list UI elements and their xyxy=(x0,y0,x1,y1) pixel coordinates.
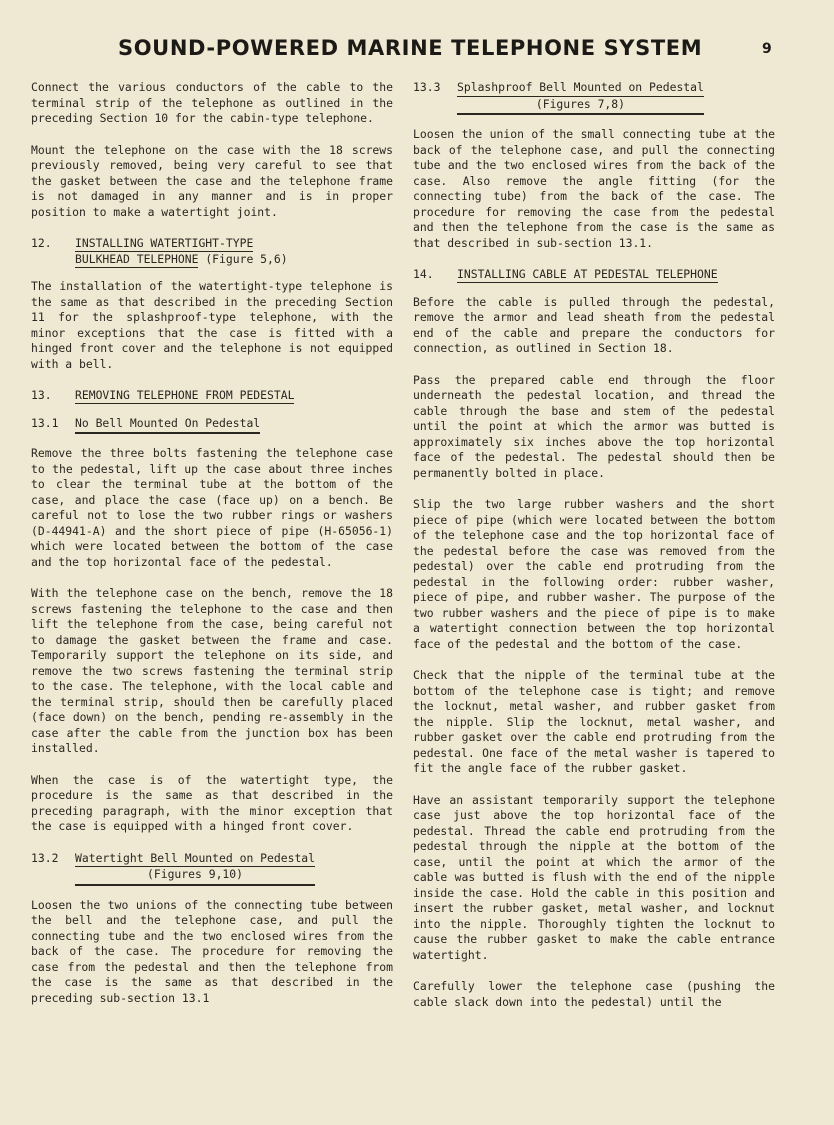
paragraph: Pass the prepared cable end through the floor underneath the pedestal location, and thread the cable through the base and stem of the pedestal until the point at which the armor was butted is approximately six inches above the top horizontal face of the pedestal. The pedestal should then be permanently bolted in place. xyxy=(413,372,775,480)
section-heading-13-1 xyxy=(31,416,393,435)
paragraph: Remove the three bolts fastening the telephone case to the pedestal, lift up the case about three inches to clear the terminal tube at the bottom of the case, and place the case (face up) on a bench. Be careful not to lose the two rubber rings or washers (D-44941-A) and the short piece of pipe (H-65056-1) which were located between the bottom of the case and the top horizontal face of the pedestal. xyxy=(31,446,393,569)
paragraph: With the telephone case on the bench, remove the 18 screws fastening the telephone to the case and then lift the telephone from the case, being careful not to damage the gasket between the frame and case. Temporarily support the telephone on its side, and remove the two screws fastening the terminal strip to the case. The telephone, with the local cable and the terminal strip, should then be carefully placed (face down) on the bench, pending re-assembly in the case after the cable from the junction box has been installed. xyxy=(31,586,393,755)
section-title-line1: INSTALLING WATERTIGHT-TYPE xyxy=(75,236,254,250)
paragraph: When the case is of the watertight type, the procedure is the same as that described in the preceding paragraph, with the minor exception that the case is equipped with a hinged front cover. xyxy=(31,772,393,833)
page-number: 9 xyxy=(762,41,772,57)
figure-reference: (Figure 5,6) xyxy=(205,251,288,266)
paragraph: Loosen the two unions of the connecting tube between the bell and the telephone case, and pull the connecting tube and the two enclosed wires from the back of the case. The procedure for removing the case from the pedestal and then the telephone from the case is the same as that described in the preceding sub-section 13.1 xyxy=(31,897,393,1005)
section-heading-14 xyxy=(413,267,775,283)
paragraph: Mount the telephone on the case with the 18 screws previously removed, being very careful to see that the gasket between the case and the telephone frame is not damaged in any manner and is in proper position to make a watertight joint. xyxy=(31,142,393,219)
paragraph: The installation of the watertight-type telephone is the same as that described in the preceding Section 11 for the splashproof-type telephone, with the minor exceptions that the case is fitted with a hinged front cover and the telephone is not equipped with a bell. xyxy=(31,279,393,371)
section-heading-13-2 xyxy=(31,851,393,886)
section-number: 13.3 xyxy=(413,80,441,94)
page-header xyxy=(0,36,834,70)
page-title: SOUND-POWERED MARINE TELEPHONE SYSTEM xyxy=(118,36,703,60)
section-number: 13.2 xyxy=(31,850,59,865)
paragraph: Before the cable is pulled through the pedestal, remove the armor and lead sheath from the pedestal end of the cable and prepare the conductors for connection, as outlined in Section 18. xyxy=(413,294,775,355)
section-heading-13 xyxy=(31,388,393,404)
paragraph: Have an assistant temporarily support the telephone case just above the top horizontal face of the pedestal. Thread the cable end protruding from the pedestal through the nipple at the bottom of the case, until the point at which the armor of the cable was butted is flush with the end of the nipple inside the case. Hold the cable in this position and insert the rubber gasket, metal washer, and locknut into the nipple. Thoroughly tighten the locknut to cause the rubber gasket to make the cable entrance watertight. xyxy=(413,792,775,962)
section-number: 13. xyxy=(31,388,52,402)
section-number: 13.1 xyxy=(31,415,59,430)
paragraph: Connect the various conductors of the cable to the terminal strip of the telephone as outlined in the preceding Section 10 for the cabin-type telephone. xyxy=(31,80,393,125)
section-title: REMOVING TELEPHONE FROM PEDESTAL xyxy=(75,388,295,402)
left-column xyxy=(31,80,393,1022)
section-title: Watertight Bell Mounted on Pedestal xyxy=(75,851,315,868)
paragraph: Slip the two large rubber washers and the short piece of pipe (which were located between the bottom of the telephone case and the top horizontal face of the pedestal before the case was removed from the pedestal) over the cable end protruding from the pedestal in the following order: rubber washer, piece of pipe, and rubber washer. The purpose of the two rubber washers and the piece of pipe is to make a watertight connection between the top horizontal face of the pedestal and the bottom of the case. xyxy=(413,497,775,651)
figure-reference: (Figures 9,10) xyxy=(147,867,244,881)
right-column xyxy=(413,80,775,1026)
paragraph: Check that the nipple of the terminal tube at the bottom of the telephone case is tight; and remove the locknut, metal washer, and rubber gasket from the nipple. Slip the locknut, metal washer, and rubber gasket over the cable end protruding from the pedestal. One face of the metal washer is tapered to fit the angle face of the rubber gasket. xyxy=(413,668,775,775)
figure-reference: (Figures 7,8) xyxy=(535,96,626,111)
paragraph: Loosen the union of the small connecting tube at the back of the telephone case, and pull the connecting tube and the two enclosed wires from the back of the case. Also remove the angle fitting (for the connecting tube) from the back of the case. The procedure for removing the case from the pedestal and then the telephone from the case is the same as that described in sub-section 13.1. xyxy=(413,127,775,250)
section-heading-13-3 xyxy=(413,80,775,115)
section-heading-12 xyxy=(31,236,393,267)
paragraph: Carefully lower the telephone case (pushing the cable slack down into the pedestal) until the xyxy=(413,979,775,1009)
section-number: 12. xyxy=(31,236,52,250)
section-title: No Bell Mounted On Pedestal xyxy=(75,415,261,430)
section-title: INSTALLING CABLE AT PEDESTAL TELEPHONE xyxy=(457,267,718,281)
section-title-line2: BULKHEAD TELEPHONE xyxy=(75,251,199,266)
section-title: Splashproof Bell Mounted on Pedestal xyxy=(457,80,704,97)
section-number: 14. xyxy=(413,267,434,281)
